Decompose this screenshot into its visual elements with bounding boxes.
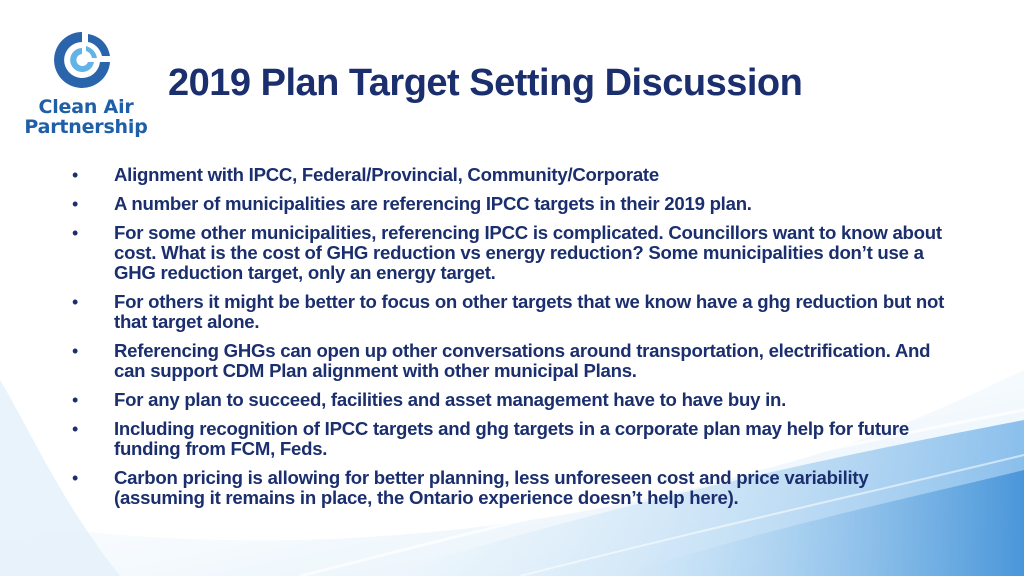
- bullet-text: Alignment with IPCC, Federal/Provincial, Community/Corporate: [114, 164, 659, 185]
- bullet-text: Including recognition of IPCC targets and ghg targets in a corporate plan may help for future funding from FCM, Feds.: [114, 418, 909, 459]
- bullet-text: For others it might be better to focus on other targets that we know have a ghg reduction but not that target alone.: [114, 291, 945, 332]
- bullet-text: For any plan to succeed, facilities and asset management have to have buy in.: [114, 389, 787, 410]
- bullet-text: Referencing GHGs can open up other conversations around transportation, electrification. And can support CDM Plan alignment with other municipal Plans.: [114, 340, 931, 381]
- bullet-item: [68, 223, 958, 283]
- bullet-marker: •: [72, 419, 79, 439]
- bullet-item: [68, 165, 958, 185]
- bullet-marker: •: [72, 223, 79, 243]
- bullet-marker: •: [72, 341, 79, 361]
- bullet-marker: •: [72, 390, 79, 410]
- bullet-text: A number of municipalities are referencing IPCC targets in their 2019 plan.: [114, 193, 752, 214]
- bullet-text: For some other municipalities, referencing IPCC is complicated. Councillors want to know about cost. What is the cost of GHG reduction vs energy reduction? Some municipalities don’t use a GHG reduction target, only an energy target.: [114, 222, 942, 283]
- bullet-item: [68, 390, 958, 410]
- clean-air-partnership-logo: [22, 26, 150, 142]
- bullet-marker: •: [72, 468, 79, 488]
- bullet-marker: •: [72, 292, 79, 312]
- slide-title: 2019 Plan Target Setting Discussion: [168, 62, 803, 104]
- bullet-item: [68, 341, 958, 381]
- bullet-text: Carbon pricing is allowing for better planning, less unforeseen cost and price variability (assuming it remains in place, the Ontario experience doesn’t help here).: [114, 467, 869, 508]
- bullet-item: [68, 194, 958, 214]
- bullet-item: [68, 468, 958, 508]
- bullet-marker: •: [72, 194, 79, 214]
- logo-text-line1: Clean Air: [38, 96, 134, 118]
- bullet-marker: •: [72, 165, 79, 185]
- bullet-item: [68, 292, 958, 332]
- bullet-list: [68, 165, 958, 517]
- swirl-icon: [48, 26, 116, 94]
- logo-text-line2: Partnership: [24, 116, 148, 138]
- bullet-item: [68, 419, 958, 459]
